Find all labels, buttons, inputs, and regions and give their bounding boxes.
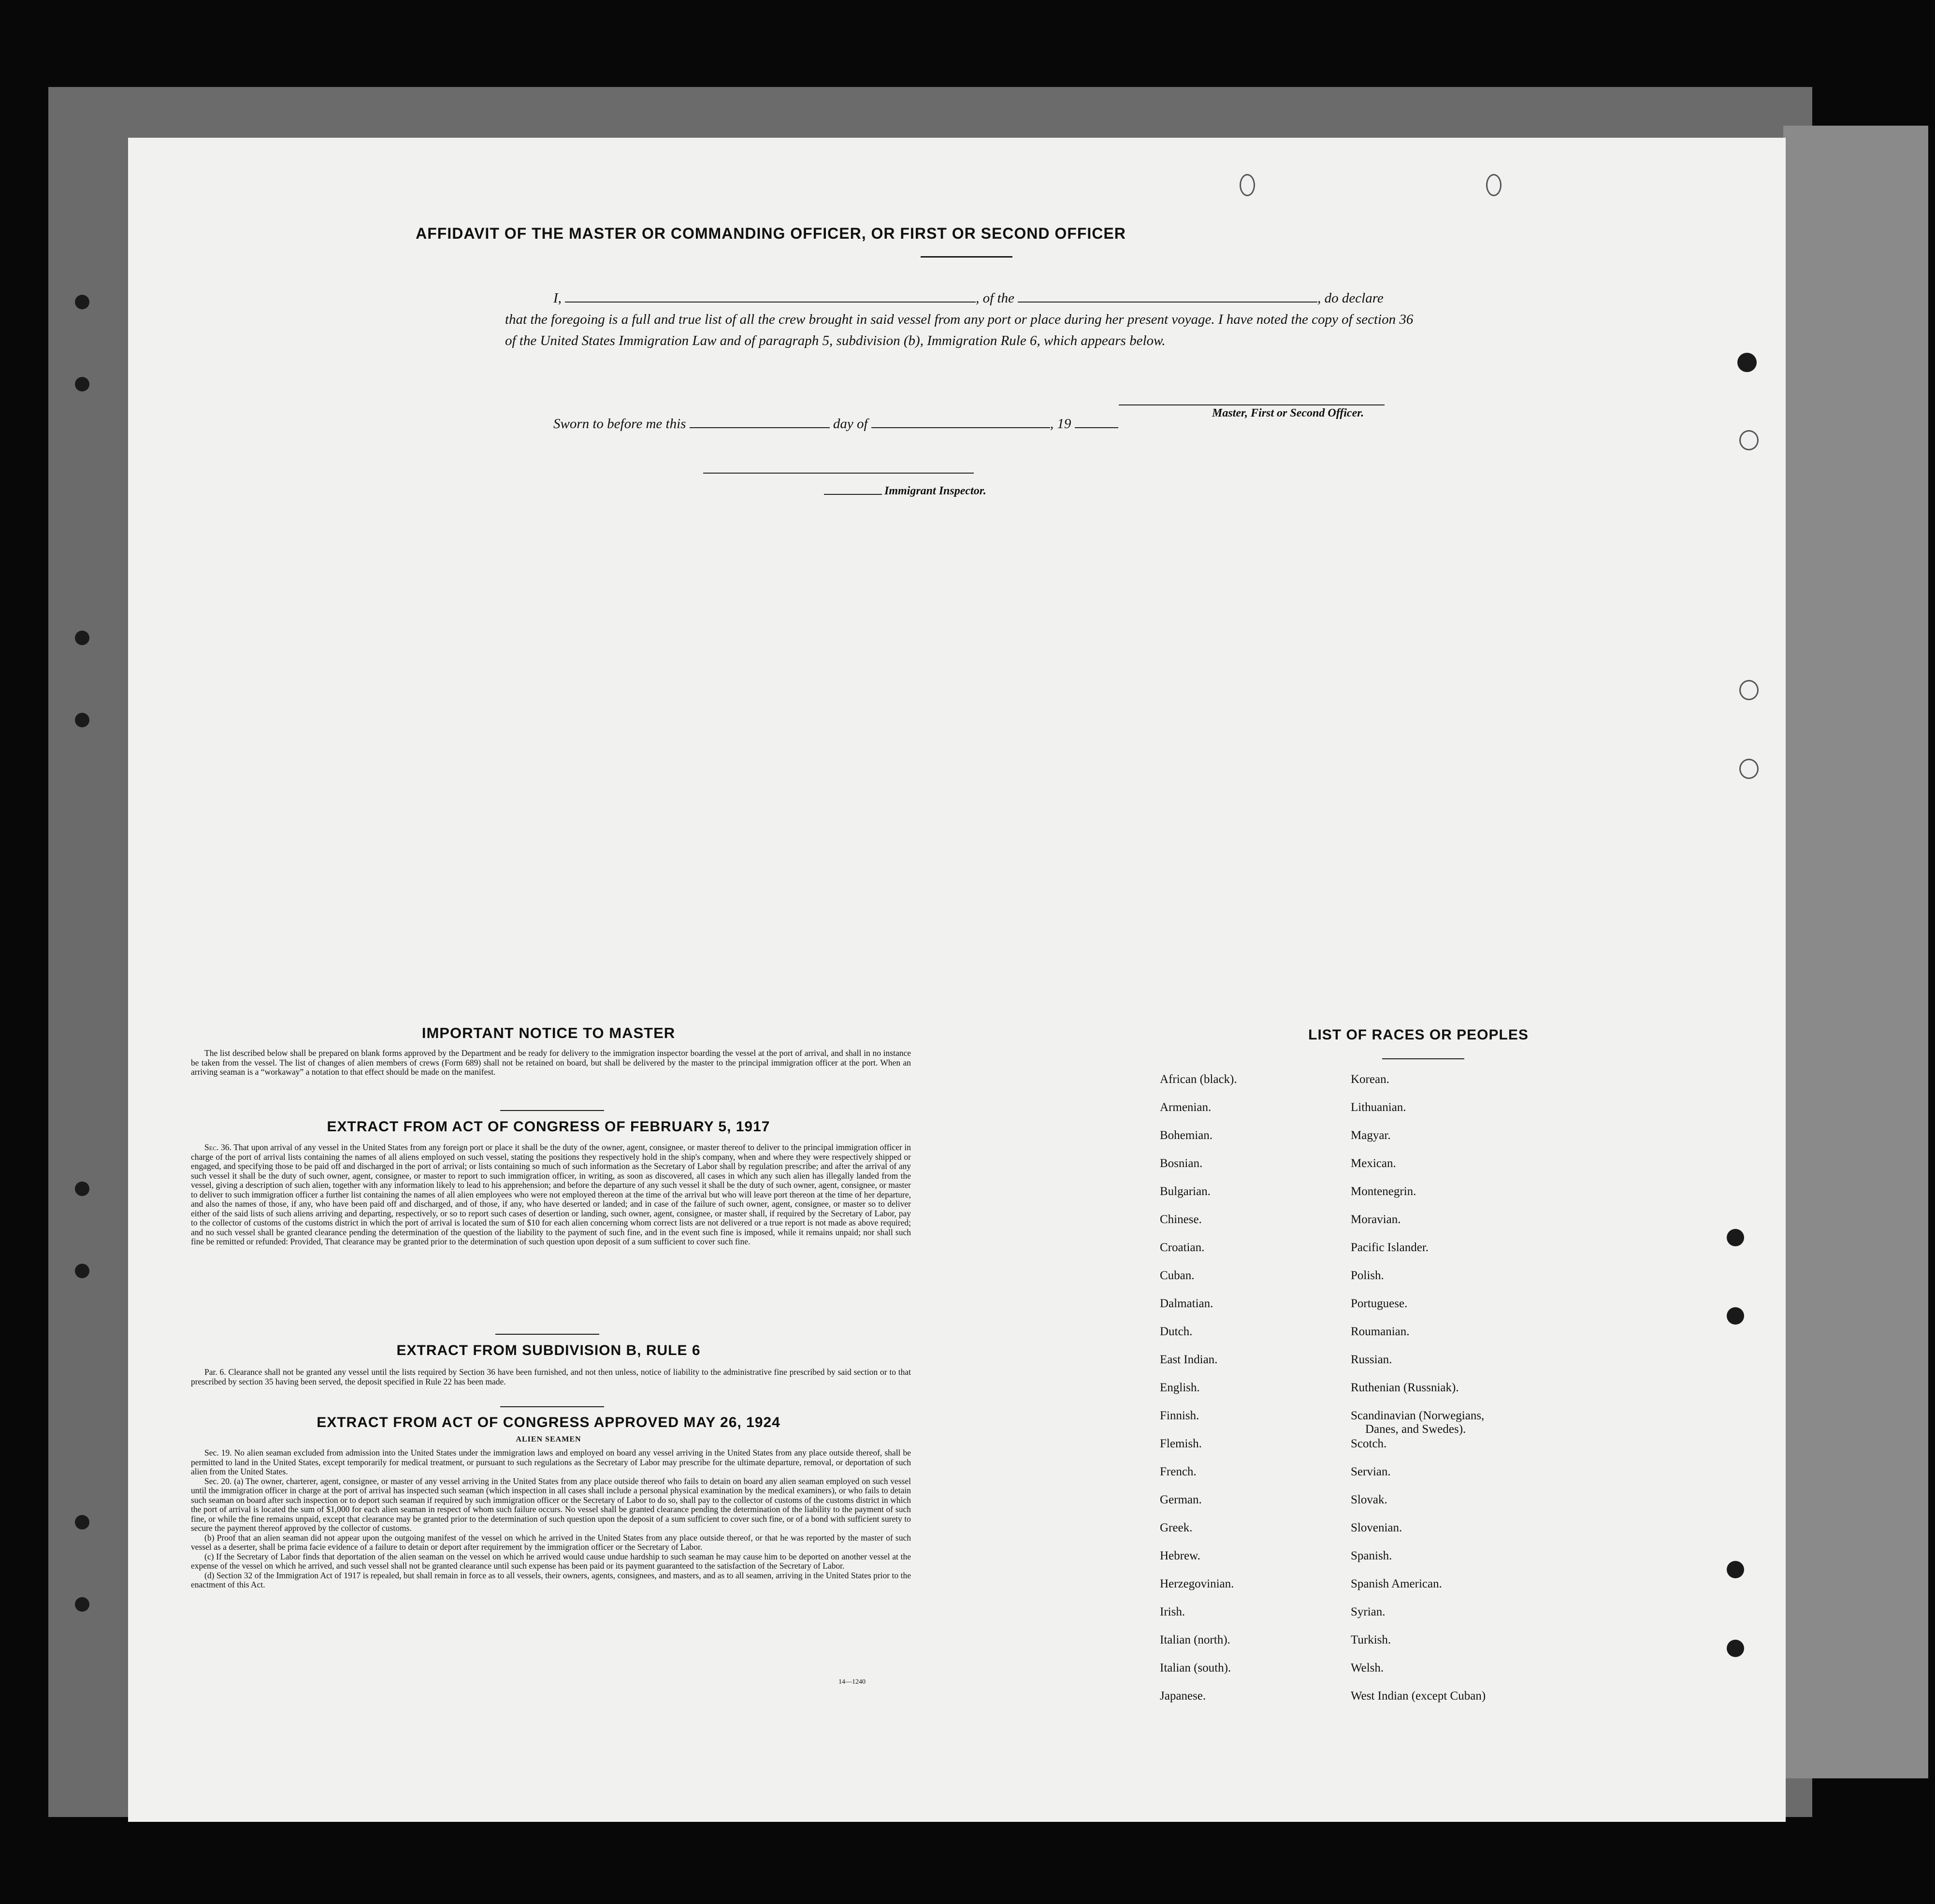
race-item: Hebrew.: [1160, 1549, 1200, 1562]
race-item: English.: [1160, 1381, 1200, 1394]
vessel-blank[interactable]: [1018, 289, 1317, 303]
races-title-rule: [1382, 1058, 1464, 1059]
name-blank[interactable]: [565, 289, 976, 303]
race-item: Italian (south).: [1160, 1661, 1231, 1674]
race-item: Croatian.: [1160, 1241, 1205, 1254]
race-item: Dutch.: [1160, 1325, 1193, 1338]
inspector-short-line: [824, 494, 882, 495]
affidavit-i-label: I,: [553, 290, 562, 306]
race-item: Herzegovinian.: [1160, 1577, 1234, 1590]
punch-hole: [1727, 1640, 1744, 1657]
race-item: Bulgarian.: [1160, 1185, 1211, 1198]
binder-hole: [75, 1182, 89, 1196]
race-item: Slovak.: [1351, 1493, 1387, 1506]
affidavit-statement: that the foregoing is a full and true list of all the crew brought in said vessel from any port or place during her present voyage. I have noted the copy of section 36 of the United States Immigration Law and of paragraph 5, subdivision (b), Immigration Rule 6, which appears below.: [505, 312, 1414, 348]
race-item: Portuguese.: [1351, 1297, 1408, 1310]
race-item: Scotch.: [1351, 1437, 1387, 1450]
sec-36-label: Sec. 36.: [204, 1142, 231, 1152]
race-item-line: Danes, and Swedes).: [1365, 1423, 1466, 1436]
inspector-signature-line[interactable]: [703, 473, 974, 474]
scan-backing-edge: [1783, 126, 1928, 1778]
form-number: 14—1240: [838, 1678, 866, 1686]
race-item: French.: [1160, 1465, 1197, 1478]
affidavit-line-1: [505, 288, 1423, 309]
rule-6-title: EXTRACT FROM SUBDIVISION B, RULE 6: [396, 1342, 701, 1358]
race-item: Russian.: [1351, 1353, 1392, 1366]
punch-hole: [1739, 430, 1759, 450]
race-item: [1351, 1409, 1534, 1437]
rule-6-text: [191, 1368, 911, 1386]
race-item: Spanish American.: [1351, 1577, 1442, 1590]
race-item: Japanese.: [1160, 1689, 1206, 1702]
races-left-column: [1160, 1073, 1237, 1717]
divider: [500, 1110, 604, 1111]
races-title: LIST OF RACES OR PEOPLES: [1308, 1027, 1529, 1043]
race-item: West Indian (except Cuban): [1351, 1689, 1486, 1702]
divider: [500, 1406, 604, 1407]
punch-hole: [1486, 174, 1502, 196]
binder-hole: [75, 295, 89, 309]
race-item: Slovenian.: [1351, 1521, 1402, 1534]
race-item: Irish.: [1160, 1605, 1185, 1618]
inspector-caption: Immigrant Inspector.: [884, 485, 986, 497]
sec-20d-paragraph: (d) Section 32 of the Immigration Act of 1917 is repealed, but shall remain in force as to all vessels, their owners, agents, consignees, and masters, and as to all seamen, arriving in the United States prior to the enactment of this Act.: [191, 1570, 911, 1589]
of-the-label: , of the: [976, 290, 1014, 306]
race-item: Cuban.: [1160, 1269, 1195, 1282]
sworn-year-blank[interactable]: [1075, 416, 1118, 428]
race-item: Servian.: [1351, 1465, 1391, 1478]
race-item-line: Scandinavian (Norwegians,: [1351, 1409, 1485, 1422]
race-item: Greek.: [1160, 1521, 1193, 1534]
sec-20b-paragraph: (b) Proof that an alien seaman did not appear upon the outgoing manifest of the vessel on which he arrived in the United States from any place outside thereof, or that he was reported by the master of such vessel as a deserter, shall be prima facie evidence of a failure to detain or deport after requirement by the immigration officer or the Secretary of Labor.: [191, 1532, 911, 1552]
do-declare-label: , do declare: [1317, 290, 1384, 306]
race-item: Ruthenian (Russniak).: [1351, 1381, 1459, 1394]
sec-20c-paragraph: (c) If the Secretary of Labor finds that deportation of the alien seaman on the vessel on which he arrived would cause undue hardship to such seaman he may cause him to be deported on another vessel at the expense of the vessel on which he arrived, and such vessel shall not be granted clearance until such expense has been paid or its payment guaranteed to the satisfaction of the Secretary of Labor.: [191, 1551, 911, 1571]
sec-36-text: That upon arrival of any vessel in the United States from any foreign port or place it shall be the duty of the owner, agent, consignee, or master thereof to deliver to the principal immigration officer in charge of the port of arrival lists containing the names of all aliens employed on such vessel, stating the positions they respectively hold in the ship's company, when and where they were respectively shipped or engaged, and specifying those to be paid off and discharged in the port of arrival; or lists containing so much of such information as the Secretary of Labor shall by regulation prescribe; and after the arrival of any such vessel it shall be the duty of such owner, agent, consignee, or master to report to such immigration officer, in writing, as soon as discovered, all cases in which any such alien has illegally landed from the vessel, giving a description of such alien, together with any information likely to lead to his apprehension; and before the departure of any such vessel it shall be the duty of such owner, agent, consignee, or master to deliver to such immigration officer a further list containing the names of all alien employees who were not employed thereon at the time of the arrival but who will leave port thereon at the time of her departure, and also the names of those, if any, who have been paid off and discharged, and of those, if any, who have deserted or landed; and in case of the failure of such owner, agent, consignee, or master so to deliver either of the said lists of such aliens arriving and departing, respectively, or so to report such cases of desertion or landing, such owner, agent, consignee, or master shall, if required by the Secretary of Labor, pay to the collector of customs of the customs district in which the port of arrival is located the sum of $10 for each alien concerning whom correct lists are not delivered or a true report is not made as above required; and no such vessel shall be granted clearance pending the determination of the question of the liability to the payment of such fine, and in the event such fine is imposed, while it remains unpaid; nor shall such fine be remitted or refunded: Provided, That clearance may be granted prior to the determination of such question upon deposit of a sum sufficient to cover such fine.: [191, 1142, 911, 1246]
race-item: Flemish.: [1160, 1437, 1202, 1450]
race-item: Italian (north).: [1160, 1633, 1230, 1646]
act-1924-title: EXTRACT FROM ACT OF CONGRESS APPROVED MAY 26, 1924: [317, 1414, 780, 1430]
punch-hole: [1737, 353, 1757, 372]
act-1924-text: [191, 1448, 911, 1590]
master-signature-caption: Master, First or Second Officer.: [1212, 407, 1364, 419]
sworn-prefix: Sworn to before me this: [553, 416, 686, 432]
race-item: Armenian.: [1160, 1101, 1212, 1114]
sworn-day-label: day of: [833, 416, 868, 432]
master-signature-line[interactable]: [1119, 404, 1385, 405]
race-item: Syrian.: [1351, 1605, 1386, 1618]
race-item: Moravian.: [1351, 1213, 1401, 1226]
race-item: Welsh.: [1351, 1661, 1384, 1674]
race-item: Lithuanian.: [1351, 1101, 1406, 1114]
title-rule: [921, 256, 1012, 258]
act-1917-text: [191, 1143, 911, 1247]
sec-20a-paragraph: Sec. 20. (a) The owner, charterer, agent, consignee, or master of any vessel arriving in the United States from any place outside thereof who fails to detain on board any alien seaman employed on such vessel until the immigration officer in charge at the port of arrival has inspected such seaman (which inspection in all cases shall include a personal physical examination by the medical examiners), or who fails to detain such seaman on board after such inspection or to deport such seaman if required by such immigration officer or the Secretary of Labor to do so, shall pay to the collector of customs of the customs district in which the port of arrival is located the sum of $1,000 for each alien seaman in respect of whom such failure occurs. No vessel shall be granted clearance pending the determination of the liability to the payment of such fine, or while the fine remains unpaid, except that clearance may be granted prior to the determination of such question upon the deposit of a sum sufficient to cover such fine, or of a bond with sufficient surety to secure the payment thereof approved by the collector of customs.: [191, 1476, 911, 1533]
races-right-column: [1351, 1073, 1534, 1717]
race-item: German.: [1160, 1493, 1202, 1506]
notice-title: IMPORTANT NOTICE TO MASTER: [421, 1024, 676, 1041]
notice-text: [191, 1049, 911, 1077]
race-item: Dalmatian.: [1160, 1297, 1213, 1310]
rule-6-paragraph: Par. 6. Clearance shall not be granted any vessel until the lists required by Section 36 have been furnished, and not then unless, notice of liability to the administrative fine prescribed by said section or to that prescribed by section 35 having been served, the deposit specified in Rule 22 has been made.: [191, 1367, 911, 1386]
race-item: Turkish.: [1351, 1633, 1391, 1646]
act-1917-title: EXTRACT FROM ACT OF CONGRESS OF FEBRUARY 5, 1917: [327, 1119, 770, 1135]
binder-hole: [75, 631, 89, 645]
punch-hole: [1727, 1229, 1744, 1246]
race-item: Spanish.: [1351, 1549, 1392, 1562]
affidavit-title: AFFIDAVIT OF THE MASTER OR COMMANDING OFFICER, OR FIRST OR SECOND OFFICER: [416, 225, 1126, 242]
notice-paragraph: The list described below shall be prepared on blank forms approved by the Department and be ready for delivery to the immigration inspector boarding the vessel at the port of arrival, and shall in no instance be taken from the vessel. The list of changes of alien members of crews (Form 689) shall not be retained on board, but shall be delivered by the master to the principal immigration officer at the port. When an arriving seaman is a “workaway” a notation to that effect should be made on the manifest.: [191, 1048, 911, 1077]
divider: [495, 1334, 599, 1335]
race-item: Polish.: [1351, 1269, 1384, 1282]
punch-hole: [1727, 1561, 1744, 1578]
punch-hole: [1739, 680, 1759, 700]
sworn-month-blank[interactable]: [871, 416, 1050, 428]
binder-hole: [75, 713, 89, 727]
binder-hole: [75, 1597, 89, 1612]
sworn-date-blank[interactable]: [690, 416, 830, 428]
affidavit-text: [505, 288, 1423, 351]
race-item: Mexican.: [1351, 1157, 1396, 1170]
race-item: African (black).: [1160, 1073, 1237, 1086]
race-item: Bohemian.: [1160, 1129, 1213, 1142]
binder-hole: [75, 377, 89, 391]
race-item: Bosnian.: [1160, 1157, 1203, 1170]
race-item: Korean.: [1351, 1073, 1389, 1086]
act-1924-subtitle: ALIEN SEAMEN: [516, 1435, 581, 1443]
binder-hole: [75, 1264, 89, 1278]
race-item: Pacific Islander.: [1351, 1241, 1429, 1254]
punch-hole: [1727, 1307, 1744, 1325]
race-item: Finnish.: [1160, 1409, 1199, 1422]
race-item: Roumanian.: [1351, 1325, 1410, 1338]
sec-19-paragraph: Sec. 19. No alien seaman excluded from admission into the United States under the immigration laws and employed on board any vessel arriving in the United States from any place outside thereof, shall be permitted to land in the United States, except temporarily for medical treatment, or pursuant to such regulations as the Secretary of Labor may prescribe for the ultimate departure, removal, or deportation of such alien from the United States.: [191, 1448, 911, 1476]
punch-hole: [1240, 174, 1255, 196]
race-item: Montenegrin.: [1351, 1185, 1416, 1198]
sworn-line: [553, 416, 1118, 432]
sworn-year-label: , 19: [1050, 416, 1071, 432]
race-item: Chinese.: [1160, 1213, 1202, 1226]
punch-hole: [1739, 759, 1759, 779]
race-item: East Indian.: [1160, 1353, 1218, 1366]
binder-hole: [75, 1515, 89, 1529]
race-item: Magyar.: [1351, 1129, 1391, 1142]
manifest-page: [128, 138, 1786, 1822]
